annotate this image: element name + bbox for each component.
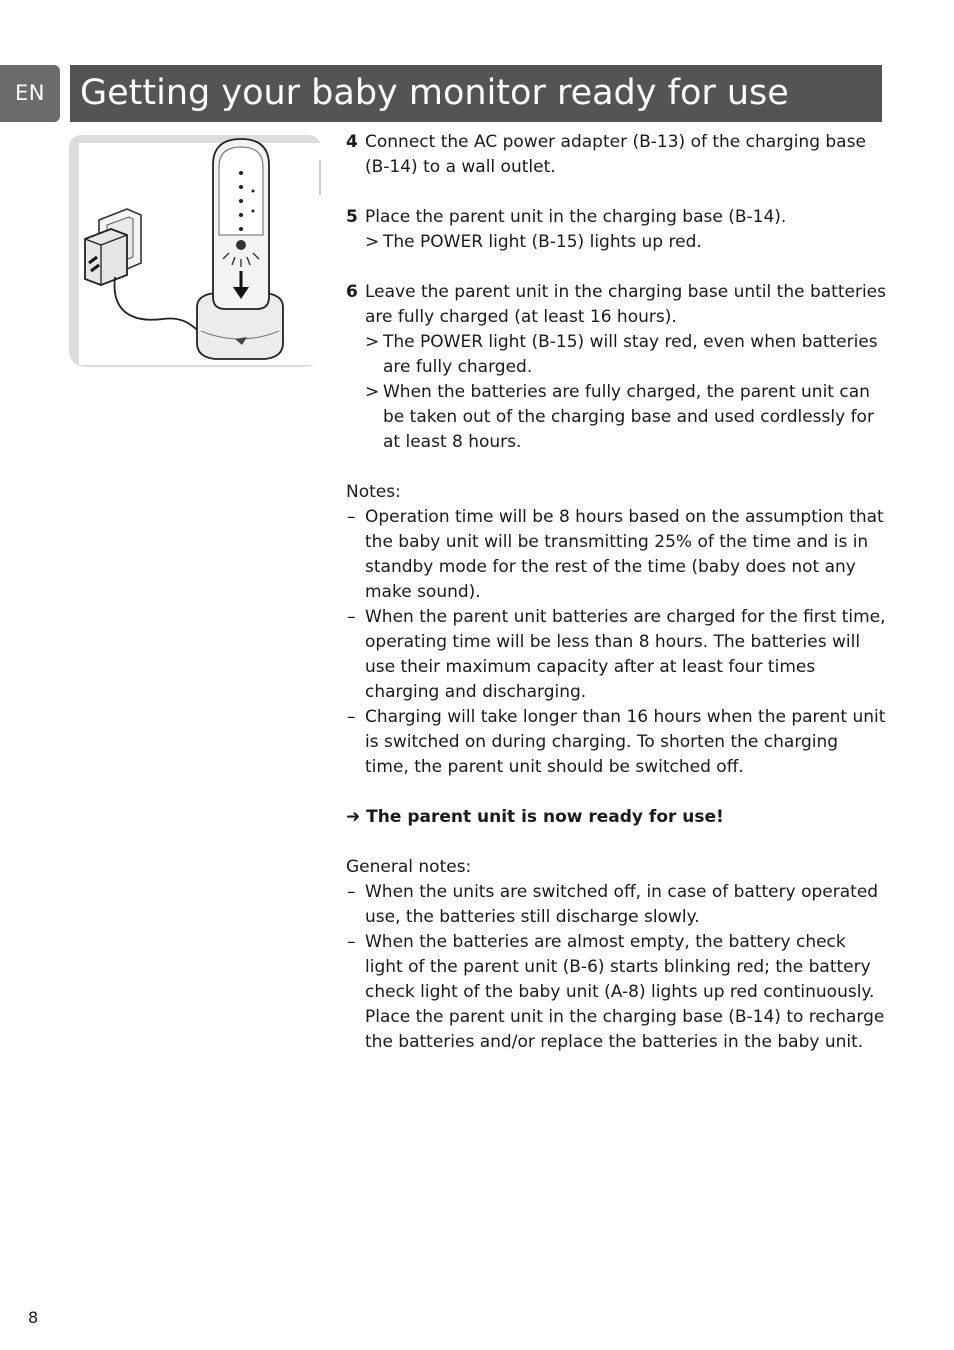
step-number: 4 <box>346 132 358 152</box>
note-item: – Charging will take longer than 16 hours when the parent unit is switched on during charging. To shorten the charging time, the parent unit should be switched off. <box>347 707 886 777</box>
instructions <box>346 130 886 1055</box>
step-text: Leave the parent unit in the charging base until the batteries are fully charged (at least 16 hours). <box>365 282 886 327</box>
step-5 <box>346 205 886 230</box>
general-notes-heading: General notes: <box>346 857 472 877</box>
step-result: > When the batteries are fully charged, the parent unit can be taken out of the charging base and used cordlessly for at least 8 hours. <box>365 382 874 452</box>
general-note-item: – When the units are switched off, in case of battery operated use, the batteries still discharge slowly. <box>347 882 879 927</box>
step-text: Place the parent unit in the charging base (B-14). <box>365 207 787 227</box>
charging-illustration <box>69 135 321 367</box>
general-note-item: – When the batteries are almost empty, the battery check light of the parent unit (B-6) starts blinking red; the battery check light of the baby unit (A-8) lights up red continuously. <box>347 932 875 1002</box>
note-item: – When the parent unit batteries are charged for the first time, operating time will be less than 8 hours. The batteries will use their maximum capacity after at least four times charging and discharging. <box>347 607 886 702</box>
title-bar <box>70 65 882 122</box>
page-title: Getting your baby monitor ready for use <box>80 73 789 113</box>
step-number: 6 <box>346 282 358 302</box>
result-marker: > <box>365 232 380 252</box>
step-text: Connect the AC power adapter (B-13) of the charging base (B-14) to a wall outlet. <box>365 132 866 177</box>
arrow-icon: ➜ <box>346 807 361 827</box>
notes-heading: Notes: <box>346 482 401 502</box>
note-item: – Operation time will be 8 hours based on the assumption that the baby unit will be transmitting 25% of the time and is in standby mode for the rest of the time (baby does not any make sound). <box>347 507 884 602</box>
ready-statement: ➜ The parent unit is now ready for use! <box>346 807 724 827</box>
step-6 <box>346 280 886 330</box>
general-note-continuation: Place the parent unit in the charging base (B-14) to recharge the batteries and/or replace the batteries in the baby unit. <box>365 1007 885 1052</box>
language-tab: EN <box>0 65 60 122</box>
result-marker: > <box>365 332 380 352</box>
step-number: 5 <box>346 207 358 227</box>
step-result: > The POWER light (B-15) will stay red, even when batteries are fully charged. <box>365 332 878 377</box>
step-result: > The POWER light (B-15) lights up red. <box>346 230 886 255</box>
page-number: 8 <box>28 1308 39 1327</box>
step-4 <box>346 130 886 180</box>
result-marker: > <box>365 382 380 402</box>
